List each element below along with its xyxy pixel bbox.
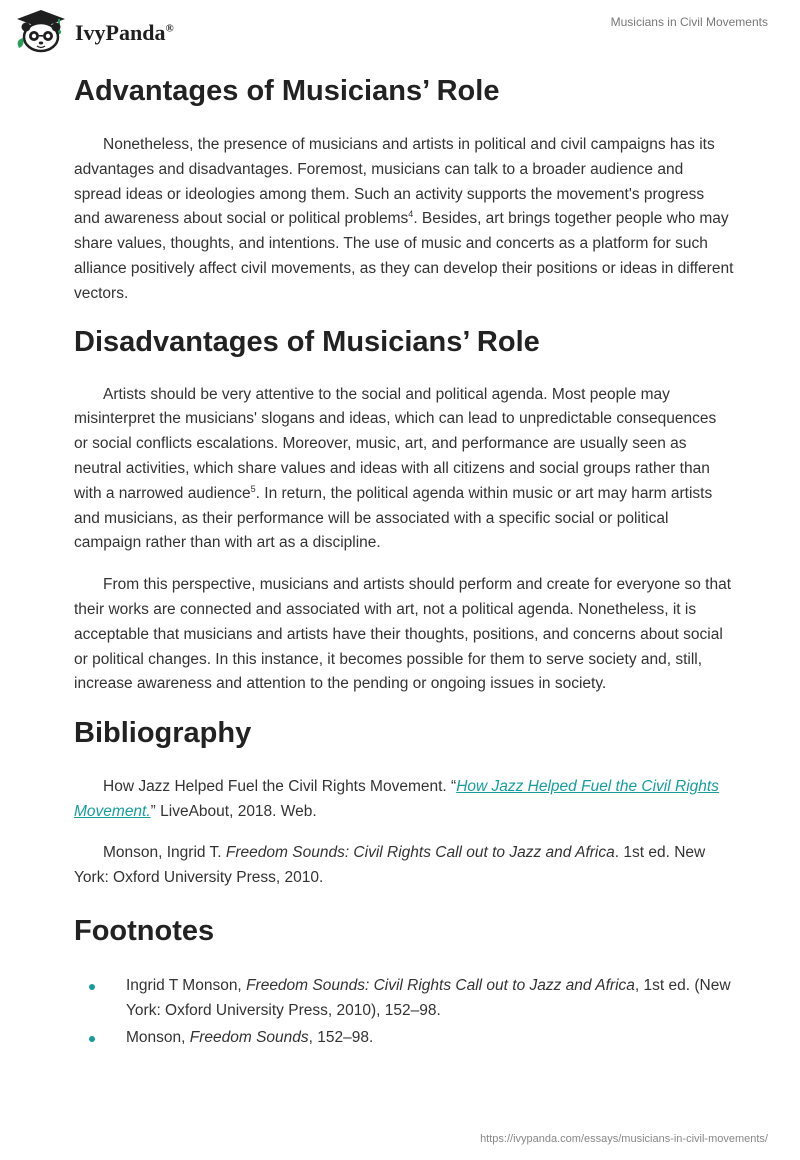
- source-url: https://ivypanda.com/essays/musicians-in-civil-movements/: [480, 1133, 768, 1145]
- bibliography-entry: How Jazz Helped Fuel the Civil Rights Movement. “How Jazz Helped Fuel the Civil Rights Movement.” LiveAbout, 2018. Web.: [74, 778, 719, 820]
- advantages-paragraph: Nonetheless, the presence of musicians and artists in political and civil campaigns has its advantages and disadvantages. Foremost, musicians can talk to a broader audience and spread ideas or ideologies among them. Such an activity supports the movement's progress and awareness about social or political problems$^4$. Besides, art brings together people who may share values, thoughts, and intentions. The use of music and concerts as a platform for such alliance positively affect civil movements, as they can develop their positions or ideas in different vectors.: [74, 136, 734, 302]
- footnotes-list: [74, 974, 734, 1050]
- document-title: Musicians in Civil Movements: [610, 15, 768, 29]
- footnote-ref-5[interactable]: 5: [250, 483, 256, 494]
- footnote-item: Monson, Freedom Sounds, 152–98.: [74, 1026, 734, 1051]
- panda-graduate-icon: [13, 8, 69, 54]
- footnote-ref-4[interactable]: 4: [408, 209, 414, 220]
- footnotes-heading: Footnotes: [74, 915, 215, 948]
- bibliography-heading: Bibliography: [74, 717, 252, 750]
- ivypanda-logo[interactable]: [13, 8, 174, 54]
- logo-wordmark: IvyPanda®: [75, 20, 174, 45]
- bibliography-entry: Monson, Ingrid T. Freedom Sounds: Civil Rights Call out to Jazz and Africa. 1st ed. New York: Oxford University Press, 2010.: [74, 843, 706, 886]
- advantages-heading: Advantages of Musicians’ Role: [74, 75, 500, 107]
- essay-content: [74, 72, 734, 1051]
- bullet-icon: [89, 984, 95, 990]
- page-header: [0, 0, 800, 64]
- disadvantages-paragraph-2: From this perspective, musicians and artists should perform and create for everyone so that their works are connected and associated with art, not a political agenda. Nonetheless, it is acceptable that musicians and artists have their thoughts, positions, and concerns about social or political changes. In this instance, it becomes possible for them to serve society and, still, increase awareness and attention to the pending or ongoing issues in society.: [74, 576, 732, 693]
- bibliography-link[interactable]: How Jazz Helped Fuel the Civil Rights Movement.: [74, 778, 719, 820]
- disadvantages-paragraph-1: Artists should be very attentive to the social and political agenda. Most people may misinterpret the musicians' slogans and ideas, which can lead to unpredictable consequences or social conflicts escalations. Moreover, music, art, and performance are usually seen as neutral activities, which share values and ideas with all citizens and social groups rather than with a narrowed audience$^5$. In return, the political agenda within music or art may harm artists and musicians, as their performance will be associated with a specific social or political campaign rather than with art as a discipline.: [74, 385, 717, 552]
- footnote-item: Ingrid T Monson, Freedom Sounds: Civil Rights Call out to Jazz and Africa, 1st ed. (New York: Oxford University Press, 2010), 152–98.: [74, 974, 734, 1024]
- disadvantages-heading: Disadvantages of Musicians’ Role: [74, 325, 540, 358]
- bullet-icon: [89, 1036, 95, 1042]
